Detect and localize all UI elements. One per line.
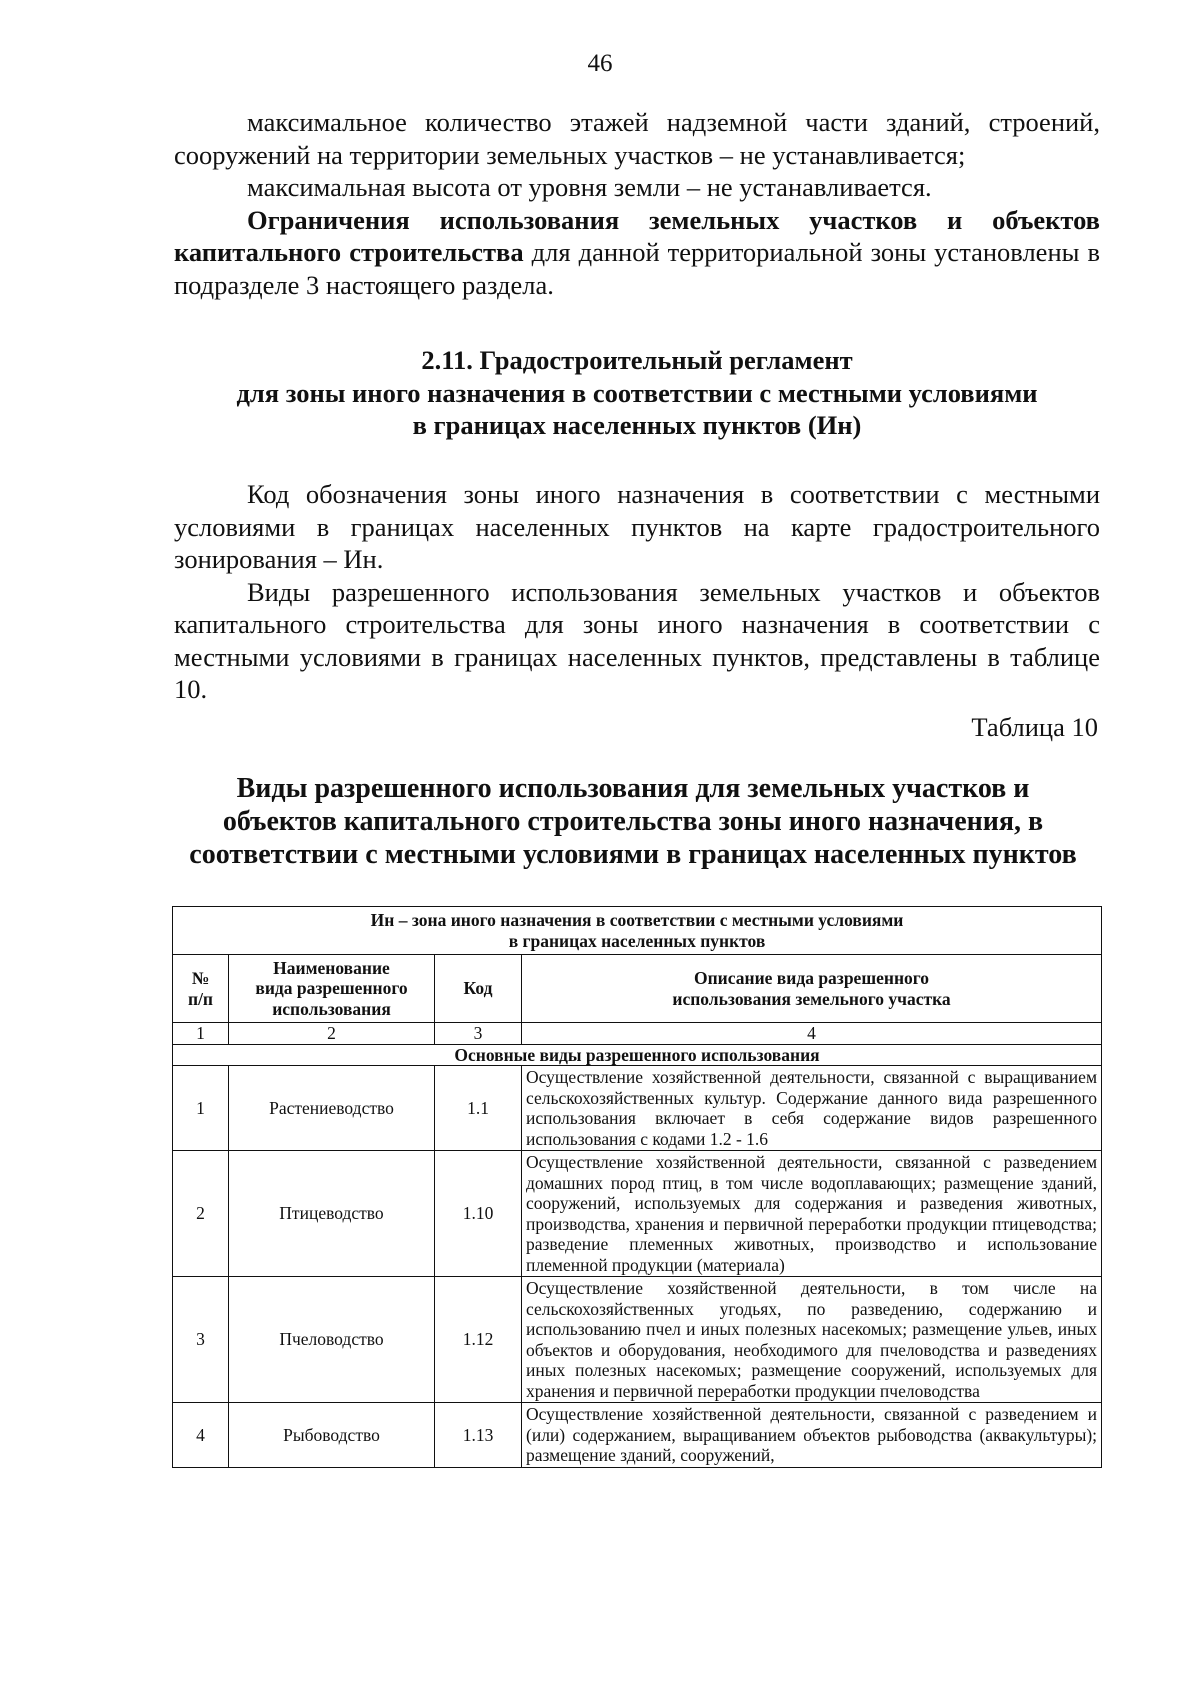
section-heading-line-2: для зоны иного назначения в соответствии с местными условиями: [236, 377, 1038, 408]
row-description: Осуществление хозяйственной деятельности, в том числе на сельскохозяйственных угодьях, по разведению, содержанию и использованию пчел и иных полезных насекомых; размещение ульев, иных объектов и оборудования, необходимого для пчеловодства и разведениях иных полезных насекомых; размещение сооружений, используемых для хранения и первичной переработки продукции пчеловодства: [522, 1277, 1102, 1403]
column-header-desc: [522, 955, 1102, 1023]
column-header-name: [229, 955, 435, 1023]
page-number: 46: [587, 50, 613, 77]
intro-paragraph-1: максимальное количество этажей надземной части зданий, строений, сооружений на территории земельных участков – не устанавливается;: [174, 107, 1100, 170]
zone-types-paragraph: Виды разрешенного использования земельных участков и объектов капитального строительства для зоны иного назначения в соответствии с местными условиями в границах населенных пунктов, представлены в таблице 10.: [174, 576, 1100, 704]
row-num: 3: [173, 1277, 229, 1403]
intro-block: [174, 106, 1100, 301]
zone-paragraphs: [174, 478, 1100, 706]
table-title-line-1: Виды разрешенного использования для земельных участков и: [236, 773, 1030, 804]
row-name: Птицеводство: [229, 1151, 435, 1277]
column-header-desc-line-2: использования земельного участка: [672, 988, 951, 1009]
column-number-4: 4: [522, 1023, 1102, 1045]
row-name: Рыбоводство: [229, 1403, 435, 1468]
row-description: Осуществление хозяйственной деятельности, связанной с разведением домашних пород птиц, в том числе водоплавающих; размещение зданий, сооружений, используемых для содержания и разведения животных, производства, хранения и первичной переработки продукции птицеводства; разведение племенных животных, производство и использование племенной продукции (материала): [522, 1151, 1102, 1277]
section-heading-line-3: в границах населенных пунктов (Ин): [412, 410, 862, 440]
restriction-paragraph: [174, 204, 1100, 302]
row-name: Пчеловодство: [229, 1277, 435, 1403]
column-number-3: 3: [435, 1023, 522, 1045]
table-row: [173, 1066, 1102, 1151]
intro-paragraph-2: максимальная высота от уровня земли – не устанавливается.: [247, 172, 932, 202]
row-name: Растениеводство: [229, 1066, 435, 1151]
column-header-num: [173, 955, 229, 1023]
permitted-use-table: [172, 906, 1102, 1468]
column-header-name-line-2: вида разрешенного: [255, 978, 408, 999]
section-heading: [174, 344, 1100, 442]
zone-header-line-2: в границах населенных пунктов: [508, 930, 766, 951]
row-description: Осуществление хозяйственной деятельности, связанной с выращиванием сельскохозяйственных культур. Содержание данного вида разрешенного использования включает в себя содержание видов разрешенного использования с кодами 1.2 - 1.6: [522, 1066, 1102, 1151]
section-row: [173, 1044, 1102, 1066]
column-header-code: Код: [435, 955, 522, 1023]
zone-header-line-1: Ин – зона иного назначения в соответствии с местными условиями: [370, 910, 904, 930]
column-header-name-line-3: использования: [272, 998, 391, 1019]
row-code: 1.13: [435, 1403, 522, 1468]
restriction-bold-text: Ограничения использования земельных участков и объектов капитального строительства: [174, 204, 1100, 267]
zone-header-row: [173, 907, 1102, 955]
table-title-line-3: соответствии с местными условиями в границах населенных пунктов: [189, 839, 1077, 870]
table-row: [173, 1277, 1102, 1403]
section-label: Основные виды разрешенного использования: [173, 1044, 1102, 1066]
table-label: Таблица 10: [971, 712, 1098, 742]
section-heading-line-1: 2.11. Градостроительный регламент: [421, 345, 853, 375]
column-header-num-line-2: п/п: [187, 988, 214, 1009]
row-num: 4: [173, 1403, 229, 1468]
column-header-row: [173, 955, 1102, 1023]
table-title-line-2: объектов капитального строительства зоны иного назначения, в: [222, 806, 1044, 837]
column-number-2: 2: [229, 1023, 435, 1045]
column-header-desc-line-1: Описание вида разрешенного: [693, 968, 930, 988]
table-title: [160, 772, 1106, 871]
row-num: 2: [173, 1151, 229, 1277]
table-row: [173, 1403, 1102, 1468]
column-number-row: [173, 1023, 1102, 1045]
column-header-num-line-1: №: [191, 968, 210, 988]
zone-header-cell: [173, 907, 1102, 955]
column-number-1: 1: [173, 1023, 229, 1045]
row-description: Осуществление хозяйственной деятельности, связанной с разведением и (или) содержанием, выращиванием объектов рыбоводства (аквакультуры); размещение зданий, сооружений,: [522, 1403, 1102, 1468]
row-code: 1.1: [435, 1066, 522, 1151]
table-row: [173, 1151, 1102, 1277]
zone-code-paragraph: Код обозначения зоны иного назначения в соответствии с местными условиями в границах населенных пунктов на карте градостроительного зонирования – Ин.: [174, 479, 1100, 574]
row-code: 1.10: [435, 1151, 522, 1277]
column-header-name-line-1: Наименование: [273, 957, 390, 978]
row-num: 1: [173, 1066, 229, 1151]
restriction-rest-text: для данной территориальной зоны установлены в подразделе 3 настоящего раздела.: [174, 237, 1100, 300]
row-code: 1.12: [435, 1277, 522, 1403]
